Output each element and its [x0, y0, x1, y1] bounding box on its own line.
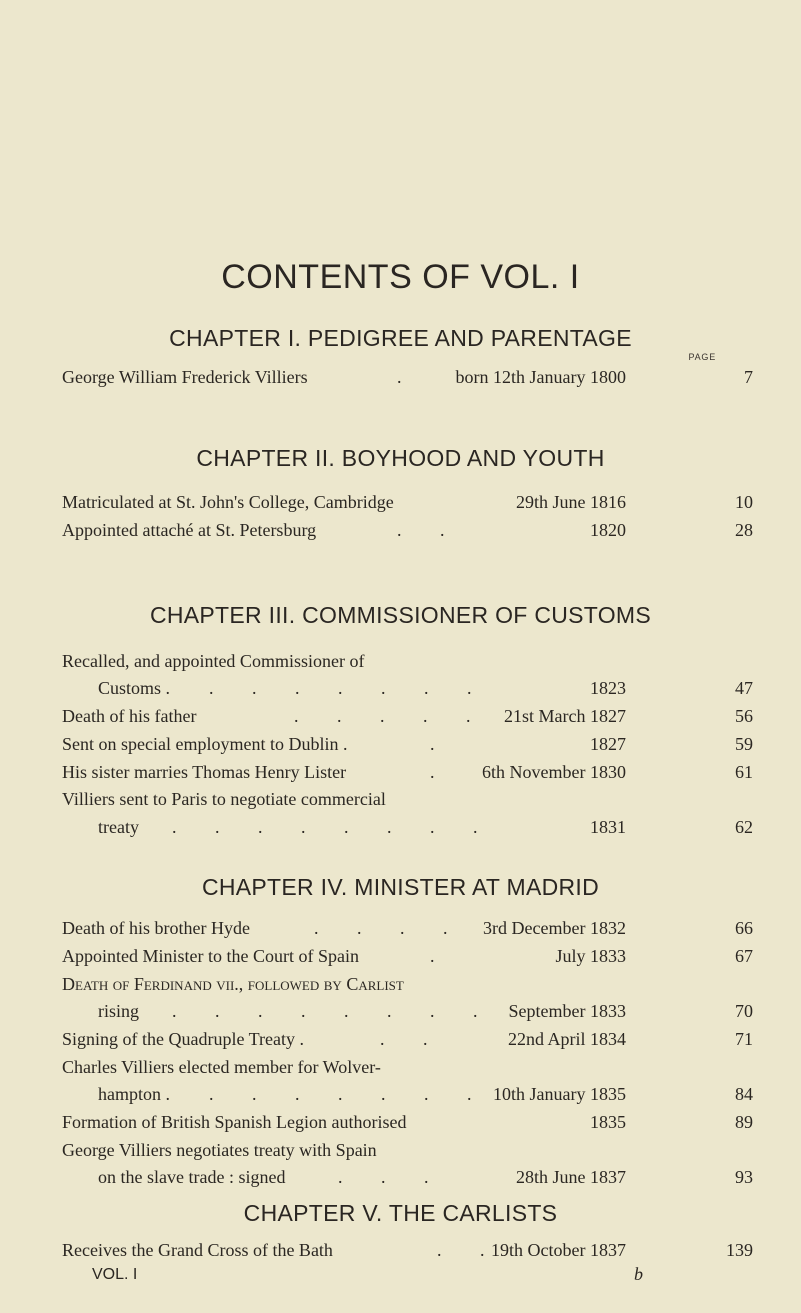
- entry-page-number: 71: [735, 1028, 753, 1049]
- entry-event: Sent on special employment to Dublin .: [62, 733, 348, 754]
- entry-page-number: 62: [735, 816, 753, 837]
- entry-leader-dots: . .: [380, 1028, 445, 1049]
- entry-event: Customs .: [98, 678, 171, 699]
- entry-page-number: 59: [735, 733, 753, 754]
- contents-entry: [62, 942, 753, 971]
- entry-event: hampton .: [98, 1084, 170, 1105]
- contents-entry: [62, 758, 753, 787]
- entry-event: rising: [98, 1001, 140, 1022]
- entry-date: July 1833: [555, 945, 626, 966]
- entry-page-number: 28: [735, 519, 753, 540]
- entry-leader-dots: . . . . . . . .: [172, 1001, 495, 1022]
- contents-entry: [62, 813, 753, 842]
- contents-entry: [62, 970, 753, 999]
- entry-event: Formation of British Spanish Legion authorised: [62, 1111, 407, 1132]
- contents-entry: [62, 363, 753, 392]
- contents-entry: [62, 997, 753, 1026]
- entry-leader-dots: . .: [397, 519, 462, 540]
- entry-page-number: 10: [735, 492, 753, 513]
- entry-date: 19th October 1837: [491, 1240, 626, 1260]
- contents-entry: [62, 730, 753, 759]
- entry-leader-dots: . . . . . . .: [209, 1084, 489, 1105]
- contents-entry: [62, 1108, 753, 1137]
- entry-event: Charles Villiers elected member for Wolver-: [62, 1056, 381, 1077]
- entry-date: 6th November 1830: [482, 761, 626, 782]
- chapter-heading-5: CHAPTER V. THE CARLISTS: [243, 1200, 558, 1226]
- contents-entry: [62, 516, 753, 545]
- entry-leader-dots: . . . . .: [294, 706, 488, 727]
- entry-date: September 1833: [508, 1001, 626, 1022]
- contents-entry: [62, 1053, 753, 1082]
- entry-date: born 12th January 1800: [455, 367, 626, 388]
- contents-entry: [62, 488, 753, 517]
- entry-date: 1827: [590, 733, 626, 754]
- entry-date: 1823: [590, 678, 626, 699]
- entry-event: His sister marries Thomas Henry Lister: [62, 761, 347, 782]
- entry-date: 29th June 1816: [516, 492, 626, 513]
- entry-date: 22nd April 1834: [507, 1028, 626, 1049]
- chapter-heading-4: CHAPTER IV. MINISTER AT MADRID: [201, 874, 600, 900]
- entry-date: 1820: [590, 519, 626, 540]
- entry-leader-dots: . . . . . . . .: [172, 816, 495, 837]
- entry-event: Appointed Minister to the Court of Spain: [62, 945, 359, 966]
- entry-page-number: 56: [735, 706, 753, 727]
- entry-event: Death of Ferdinand vii., followed by Carlist: [62, 973, 404, 994]
- entry-leader-dots: . . .: [338, 1167, 446, 1188]
- entry-leader-dots: .: [430, 733, 452, 754]
- contents-entry: [62, 1025, 753, 1054]
- entry-page-number: 84: [735, 1084, 753, 1105]
- entry-date: 1831: [590, 816, 626, 837]
- page-footer: [62, 1260, 753, 1289]
- entry-event: Matriculated at St. John's College, Cambridge: [62, 492, 394, 513]
- entry-event: Receives the Grand Cross of the Bath: [62, 1240, 333, 1260]
- entry-event: Recalled, and appointed Commissioner of: [62, 650, 365, 671]
- entry-event: Appointed attaché at St. Petersburg: [62, 519, 317, 540]
- contents-entry: [62, 1080, 753, 1109]
- contents-entry: [62, 702, 753, 731]
- chapter-heading-1: CHAPTER I. PEDIGREE AND PARENTAGE: [169, 324, 632, 351]
- entry-event: on the slave trade : signed: [98, 1167, 286, 1188]
- page-column-label: PAGE: [688, 351, 716, 362]
- entry-leader-dots: . . . .: [314, 918, 465, 939]
- entry-date: 3rd December 1832: [483, 918, 626, 939]
- entry-page-number: 89: [735, 1111, 753, 1132]
- entry-date: 10th January 1835: [493, 1084, 626, 1105]
- contents-entry: [62, 914, 753, 943]
- chapter-heading-2: CHAPTER II. BOYHOOD AND YOUTH: [196, 445, 605, 472]
- contents-entry: [62, 785, 753, 814]
- contents-entry: [62, 1163, 753, 1192]
- entry-page-number: 139: [726, 1240, 753, 1260]
- entry-page-number: 70: [735, 1001, 753, 1022]
- entry-event: treaty: [98, 816, 139, 837]
- entry-event: George William Frederick Villiers: [62, 367, 308, 388]
- contents-entry: [62, 1136, 753, 1165]
- entry-event: George Villiers negotiates treaty with Spain: [62, 1139, 377, 1160]
- chapter-heading-3: CHAPTER III. COMMISSIONER OF CUSTOMS: [149, 601, 652, 628]
- entry-page-number: 67: [735, 945, 753, 966]
- entry-date: 28th June 1837: [516, 1167, 626, 1188]
- entry-page-number: 61: [735, 761, 753, 782]
- entry-event: Death of his father: [62, 706, 197, 727]
- entry-page-number: 93: [735, 1167, 753, 1188]
- entry-leader-dots: .: [397, 367, 419, 388]
- entry-leader-dots: .: [430, 761, 452, 782]
- entry-event: Death of his brother Hyde: [62, 918, 250, 939]
- entry-leader-dots: .: [430, 945, 452, 966]
- entry-page-number: 7: [744, 367, 753, 388]
- contents-entry: [62, 647, 753, 676]
- contents-entry: [62, 674, 753, 703]
- entry-page-number: 47: [735, 678, 753, 699]
- entry-date: 1835: [590, 1111, 626, 1132]
- entry-event: Villiers sent to Paris to negotiate commercial: [62, 789, 386, 810]
- entry-leader-dots: . .: [437, 1240, 502, 1260]
- signature-mark: b: [634, 1264, 643, 1284]
- entry-event: Signing of the Quadruple Treaty .: [62, 1028, 304, 1049]
- entry-page-number: 66: [735, 918, 753, 939]
- volume-label: VOL. I: [92, 1266, 138, 1283]
- entry-leader-dots: . . . . . . .: [209, 678, 489, 699]
- page-title: CONTENTS OF VOL. I: [221, 258, 580, 296]
- entry-date: 21st March 1827: [504, 706, 626, 727]
